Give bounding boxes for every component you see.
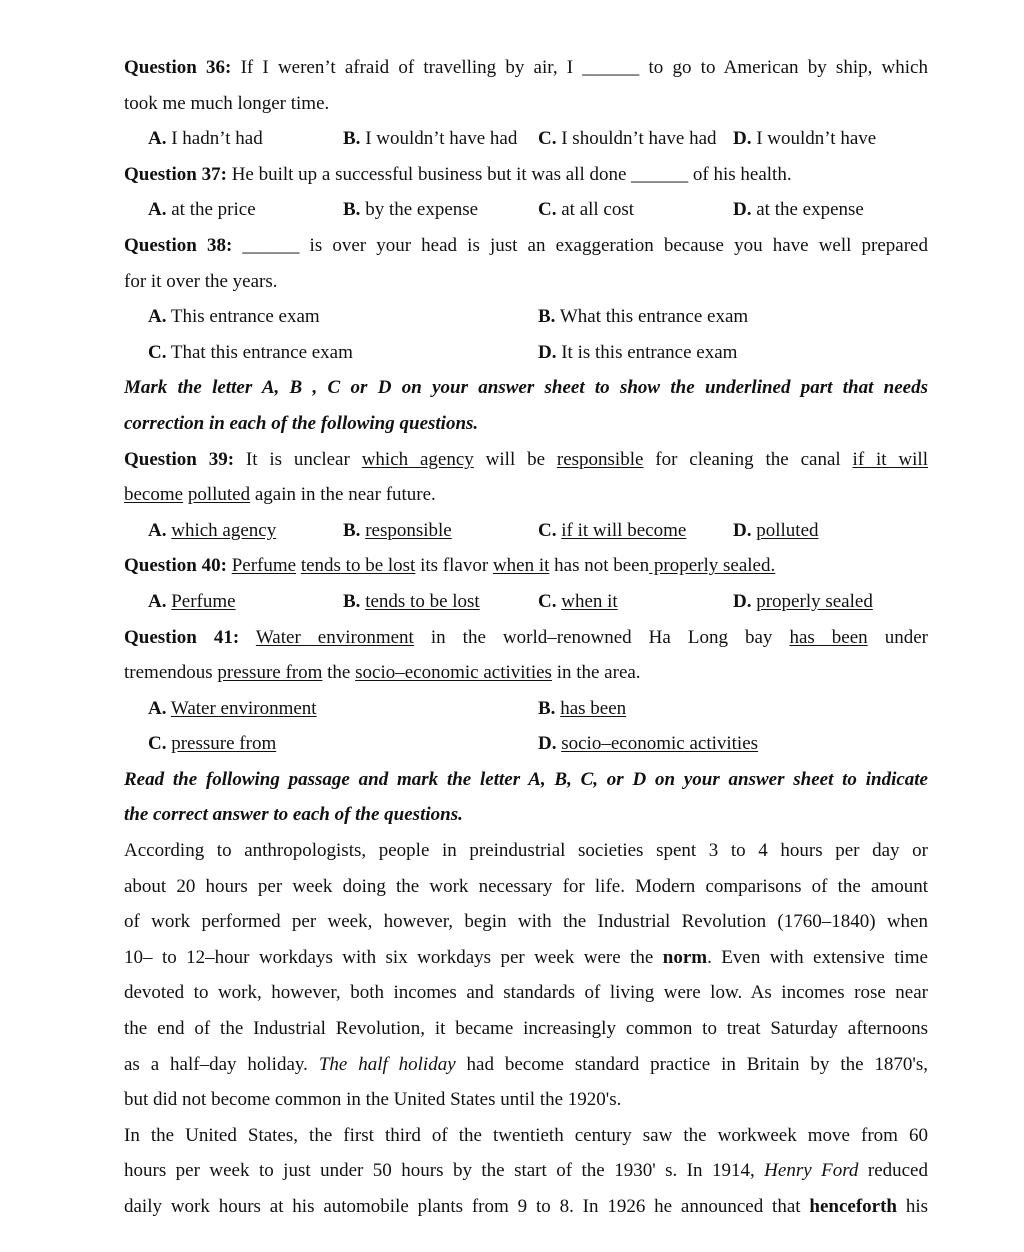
q36-option-d[interactable]: D. I wouldn’t have	[733, 128, 877, 150]
passage-line-7: as a half–day holiday. The half holiday had become standard practice in Britain by the 1870's,	[124, 1053, 928, 1075]
passage-line-10: hours per week to just under 50 hours by the start of the 1930' s. In 1914, Henry Ford reduced	[124, 1160, 928, 1182]
q39-option-c[interactable]: C. if it will become	[538, 519, 687, 541]
keyword-henceforth: henceforth	[809, 1196, 897, 1217]
q40-options	[124, 584, 928, 620]
q39-underline-c1: if it will	[852, 448, 928, 470]
q36-option-b[interactable]: B. I wouldn’t have had	[343, 128, 518, 150]
instruction-error-line2: correction in each of the following questions.	[124, 412, 479, 434]
q36-option-c[interactable]: C. I shouldn’t have had	[538, 128, 717, 150]
instruction-reading-line2: the correct answer to each of the questions.	[124, 804, 463, 826]
q37-text: He built up a successful business but it was all done ______ of his health.	[226, 163, 792, 185]
exam-page	[124, 50, 928, 1225]
q40-option-b[interactable]: B. tends to be lost	[343, 590, 480, 612]
q39-underline-b: responsible	[556, 448, 644, 470]
q40-underline-b: tends to be lost	[300, 555, 416, 577]
q36-options	[124, 121, 928, 157]
q36-text-b: took me much longer time.	[124, 92, 330, 114]
q38-label: Question 38:	[124, 234, 233, 256]
q40-label: Question 40:	[124, 555, 227, 577]
passage-line-11: daily work hours at his automobile plants from 9 to 8. In 1926 he announced that henceforth his	[124, 1196, 928, 1217]
q41-line2: tremendous pressure from the socio–economic activities in the area.	[124, 662, 641, 684]
q39-options	[124, 513, 928, 549]
q41-underline-c: pressure from	[217, 662, 323, 684]
q41-option-a[interactable]: A. Water environment	[148, 697, 317, 719]
q39-label: Question 39:	[124, 448, 235, 470]
q38-option-a[interactable]: A. This entrance exam	[148, 306, 320, 328]
passage-line-8: but did not become common in the United States until the 1920's.	[124, 1089, 622, 1111]
q38-text-a: ______ is over your head is just an exaggeration because you have well prepared	[232, 234, 928, 256]
q38-option-d[interactable]: D. It is this entrance exam	[538, 341, 738, 363]
q36-option-a[interactable]: A. I hadn’t had	[148, 128, 263, 150]
q38-option-b[interactable]: B. What this entrance exam	[538, 306, 749, 328]
q38-options-row1	[124, 299, 928, 335]
q37-label: Question 37:	[124, 163, 227, 185]
passage-line-1: According to anthropologists, people in preindustrial societies spent 3 to 4 hours per day or	[124, 840, 928, 862]
passage-line-4: 10– to 12–hour workdays with six workdays per week were the norm. Even with extensive time	[124, 946, 928, 968]
q41-option-c[interactable]: C. pressure from	[148, 733, 277, 755]
q37-option-b[interactable]: B. by the expense	[343, 199, 479, 221]
q39-underline-d: polluted	[187, 484, 251, 506]
q40-option-c[interactable]: C. when it	[538, 590, 618, 612]
q38-line1	[124, 228, 928, 264]
keyword-norm: norm	[662, 946, 708, 968]
name-henry-ford: Henry Ford	[764, 1160, 859, 1182]
q39-option-a[interactable]: A. which agency	[148, 519, 277, 541]
q39-line2: become polluted again in the near future.	[124, 484, 436, 506]
passage-line-3: of work performed per week, however, begin with the Industrial Revolution (1760–1840) when	[124, 911, 928, 933]
q40-underline-a: Perfume	[231, 555, 297, 577]
q39-option-b[interactable]: B. responsible	[343, 519, 452, 541]
q40-underline-d: properly sealed.	[649, 555, 776, 577]
q38-text-b: for it over the years.	[124, 270, 278, 292]
q39-underline-a: which agency	[361, 448, 474, 470]
q38-option-c[interactable]: C. That this entrance exam	[148, 341, 353, 363]
q40-line1: Question 40: Perfume tends to be lost its flavor when it has not been properly sealed.	[124, 555, 776, 577]
q36-line1	[124, 50, 928, 86]
q37-options	[124, 192, 928, 228]
q41-underline-a: Water environment	[255, 626, 414, 648]
instruction-reading-line1: Read the following passage and mark the letter A, B, C, or D on your answer sheet to indicate	[124, 768, 928, 790]
q41-line1: Question 41: Water environment in the world–renowned Ha Long bay has been under	[124, 626, 928, 648]
instruction-error-line1: Mark the letter A, B , C or D on your answer sheet to show the underlined part that needs	[124, 377, 928, 399]
passage-line-6: the end of the Industrial Revolution, it became increasingly common to treat Saturday afternoons	[124, 1018, 928, 1040]
passage-line-9: In the United States, the first third of the twentieth century saw the workweek move from 60	[124, 1124, 928, 1146]
q37-line1	[124, 157, 928, 193]
q38-options-row2	[124, 335, 928, 371]
q39-line1: Question 39: It is unclear which agency will be responsible for cleaning the canal if it will	[124, 448, 928, 470]
q40-option-d[interactable]: D. properly sealed	[733, 590, 873, 612]
q41-option-d[interactable]: D. socio–economic activities	[538, 733, 759, 755]
q41-options-row2	[124, 726, 928, 762]
phrase-half-holiday: The half holiday	[318, 1053, 456, 1075]
q39-option-d[interactable]: D. polluted	[733, 519, 819, 541]
q36-label: Question 36:	[124, 57, 232, 78]
q41-label: Question 41:	[124, 626, 240, 648]
q37-option-d[interactable]: D. at the expense	[733, 199, 864, 221]
q40-underline-c: when it	[492, 555, 550, 577]
q40-option-a[interactable]: A. Perfume	[148, 590, 236, 612]
q37-option-a[interactable]: A. at the price	[148, 199, 256, 221]
q36-text-a: If I weren’t afraid of travelling by air, I ______ to go to American by ship, which	[231, 57, 928, 78]
q41-underline-b: has been	[789, 626, 868, 648]
passage-line-2: about 20 hours per week doing the work necessary for life. Modern comparisons of the amount	[124, 875, 928, 897]
passage-line-5: devoted to work, however, both incomes and standards of living were low. As incomes rose near	[124, 982, 928, 1004]
q41-options-row1	[124, 691, 928, 727]
q41-underline-d: socio–economic activities	[355, 662, 552, 684]
q37-option-c[interactable]: C. at all cost	[538, 199, 635, 221]
q39-underline-c2: become	[124, 484, 184, 506]
q41-option-b[interactable]: B. has been	[538, 697, 627, 719]
